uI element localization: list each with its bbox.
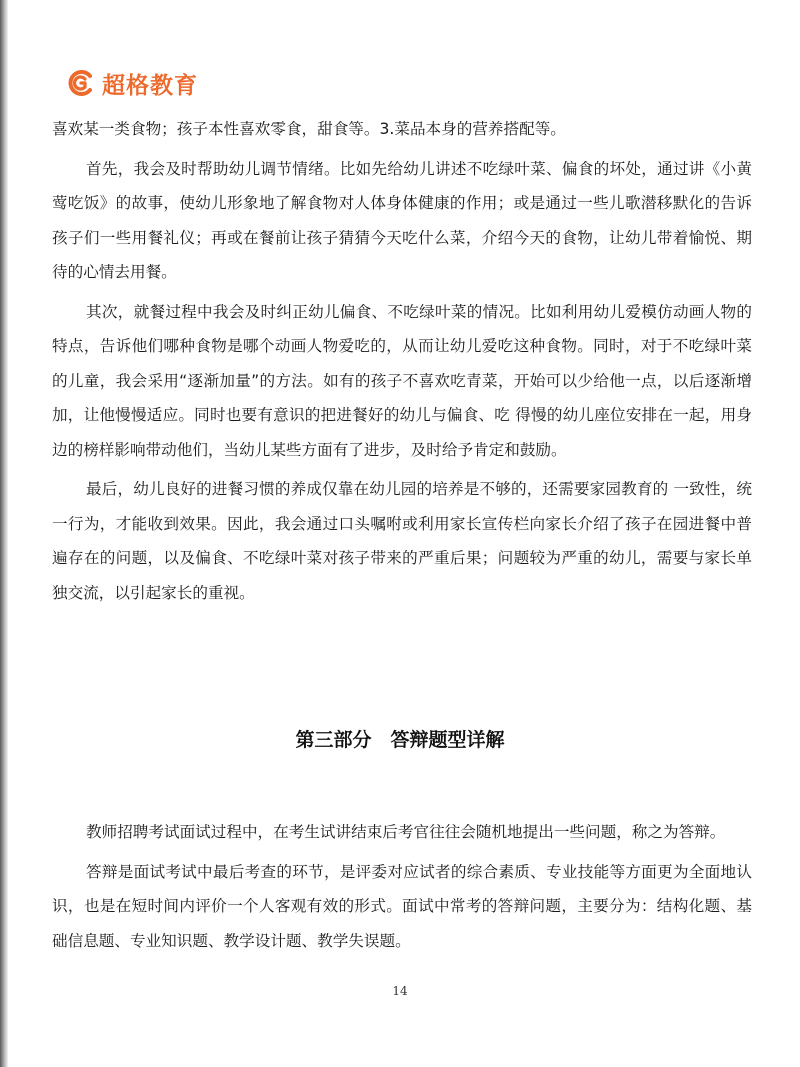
section-body	[52, 815, 752, 963]
main-body	[52, 112, 752, 615]
page-left-shadow	[0, 0, 8, 1067]
brand-name: 超格教育	[102, 72, 198, 99]
section-paragraph-detail: 答辩是面试考试中最后考查的环节，是评委对应试者的综合素质、专业技能等方面更为全面地认识，也是在短时间内评价一个人客观有效的形式。面试中常考的答辩问题，主要分为：结构化题、基础信息题、专业知识题、教学设计题、教学失误题。	[52, 862, 752, 950]
brand-logo-icon	[66, 68, 96, 98]
brand-header	[66, 66, 198, 100]
paragraph-continuation: 喜欢某一类食物；孩子本性喜欢零食，甜食等。3.菜品本身的营养搭配等。	[52, 120, 566, 138]
section-title: 第三部分 答辩题型详解	[295, 729, 505, 751]
section-paragraph-intro: 教师招聘考试面试过程中，在考生试讲结束后考官往往会随机地提出一些问题，称之为答辩。	[86, 823, 726, 841]
paragraph-second: 其次，就餐过程中我会及时纠正幼儿偏食、不吃绿叶菜的情况。比如利用幼儿爱模仿动画人物的特点，告诉他们哪种食物是哪个动画人物爱吃的，从而让幼儿爱吃这种食物。同时，对于不吃绿叶菜的儿童，我会采用“逐渐加量”的方法。如有的孩子不喜欢吃青菜，开始可以少给他一点，以后逐渐增加，让他慢慢适应。同时也要有意识的把进餐好的幼儿与偏食、吃 得慢的幼儿座位安排在一起，用身边的榜样影响带动他们，当幼儿某些方面有了进步，及时给予肯定和鼓励。	[52, 302, 752, 459]
paragraph-first: 首先，我会及时帮助幼儿调节情绪。比如先给幼儿讲述不吃绿叶菜、偏食的坏处，通过讲《小黄莺吃饭》的故事，使幼儿形象地了解食物对人体身体健康的作用；或是通过一些儿歌潜移默化的告诉孩子们一些用餐礼仪；再或在餐前让孩子猜猜今天吃什么菜，介绍今天的食物，让幼儿带着愉悦、期待的心情去用餐。	[52, 159, 752, 281]
paragraph-last: 最后，幼儿良好的进餐习惯的养成仅靠在幼儿园的培养是不够的，还需要家园教育的 一致性，统一行为，才能收到效果。因此，我会通过口头嘱咐或利用家长宣传栏向家长介绍了孩子在园进餐中普遍存在的问题，以及偏食、不吃绿叶菜对孩子带来的严重后果；问题较为严重的幼儿，需要与家长单独交流，以引起家长的重视。	[52, 480, 752, 602]
page-number: 14	[392, 984, 408, 998]
